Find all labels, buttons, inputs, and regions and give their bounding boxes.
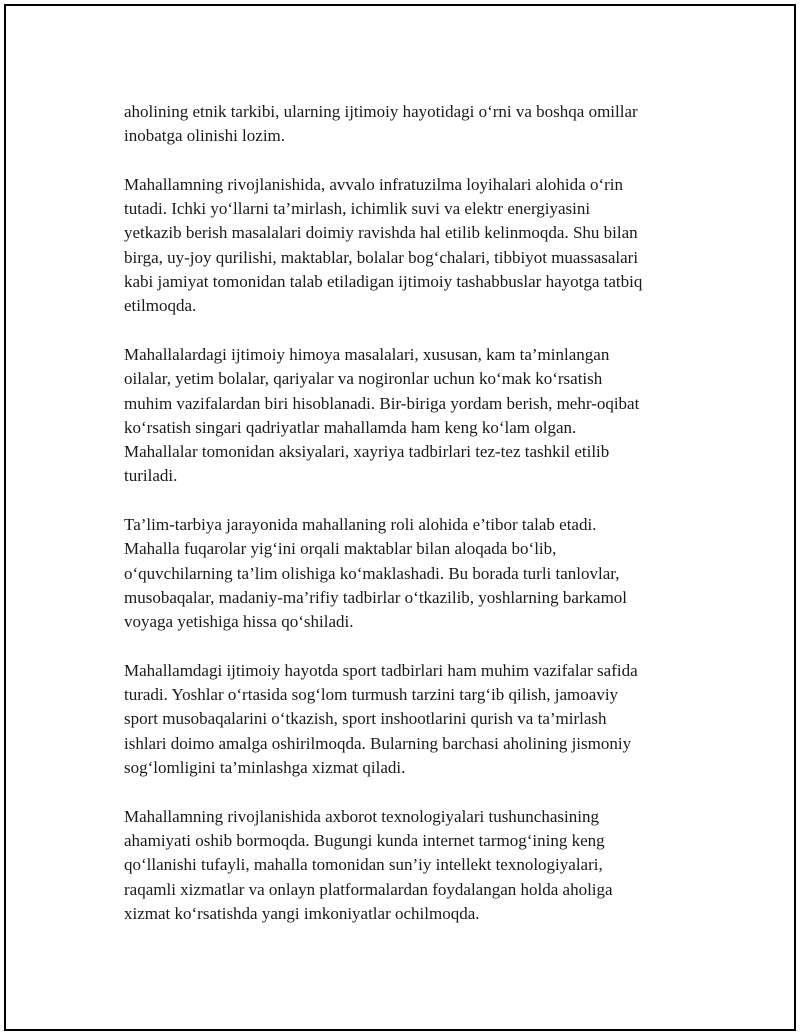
paragraph: Ta’lim-tarbiya jarayonida mahallaning roli alohida e’tibor talab etadi. Mahalla fuqarolar yig‘ini orqali maktablar bilan aloqada bo‘lib, o‘quvchilarning ta’lim olishiga ko‘maklashadi. Bu borada turli tanlovlar, musobaqalar, madaniy-ma’rifiy tadbirlar o‘tkazilib, yoshlarning barkamol voyaga yetishiga hissa qo‘shiladi. [124,515,628,632]
paragraph: Mahallalardagi ijtimoiy himoya masalalari, xususan, kam ta’minlangan oilalar, yetim bolalar, qariyalar va nogironlar uchun ko‘mak ko‘rsatish muhim vazifalardan biri hisoblanadi. Bir-biriga yordam berish, mehr-oqibat ko‘rsatish singari qadriyatlar mahallamda ham keng ko‘lam olgan. Mahallalar tomonidan aksiyalari, xayriya tadbirlari tez-tez tashkil etilib turiladi. [124,344,640,486]
paragraph: Mahallamdagi ijtimoiy hayotda sport tadbirlari ham muhim vazifalar safida turadi. Yoshlar o‘rtasida sog‘lom turmush tarzini targ‘ib qilish, jamoaviy sport musobaqalarini o‘tkazish, sport inshootlarini qurish va ta’mirlash ishlari doimo amalga oshirilmoqda. Bularning barchasi aholining jismoniy sog‘lomligini ta’minlashga xizmat qiladi. [124,660,638,778]
paragraph: Mahallamning rivojlanishida axborot texnologiyalari tushunchasining ahamiyati oshib bormoqda. Bugungi kunda internet tarmog‘ining keng qo‘llanishi tufayli, mahalla tomonidan sun’iy intellekt texnologiyalari, raqamli xizmatlar va onlayn platformalardan foydalangan holda aholiga xizmat ko‘rsatishda yangi imkoniyatlar ochilmoqda. [124,806,613,923]
paragraph: Mahallamning rivojlanishida, avvalo infratuzilma loyihalari alohida o‘rin tutadi. Ichki yo‘llarni ta’mirlash, ichimlik suvi va elektr energiyasini yetkazib berish masalalari doimiy ravishda hal etilib kelinmoqda. Shu bilan birga, uy-joy qurilishi, maktablar, bolalar bog‘chalari, tibbiyot muassasalari kabi jamiyat tomonidan talab etiladigan ijtimoiy tashabbuslar hayotga tatbiq etilmoqda. [124,174,643,316]
page-frame [4,4,796,1031]
paragraph: aholining etnik tarkibi, ularning ijtimoiy hayotidagi o‘rni va boshqa omillar inobatga olinishi lozim. [124,102,638,146]
document-body [124,100,704,950]
